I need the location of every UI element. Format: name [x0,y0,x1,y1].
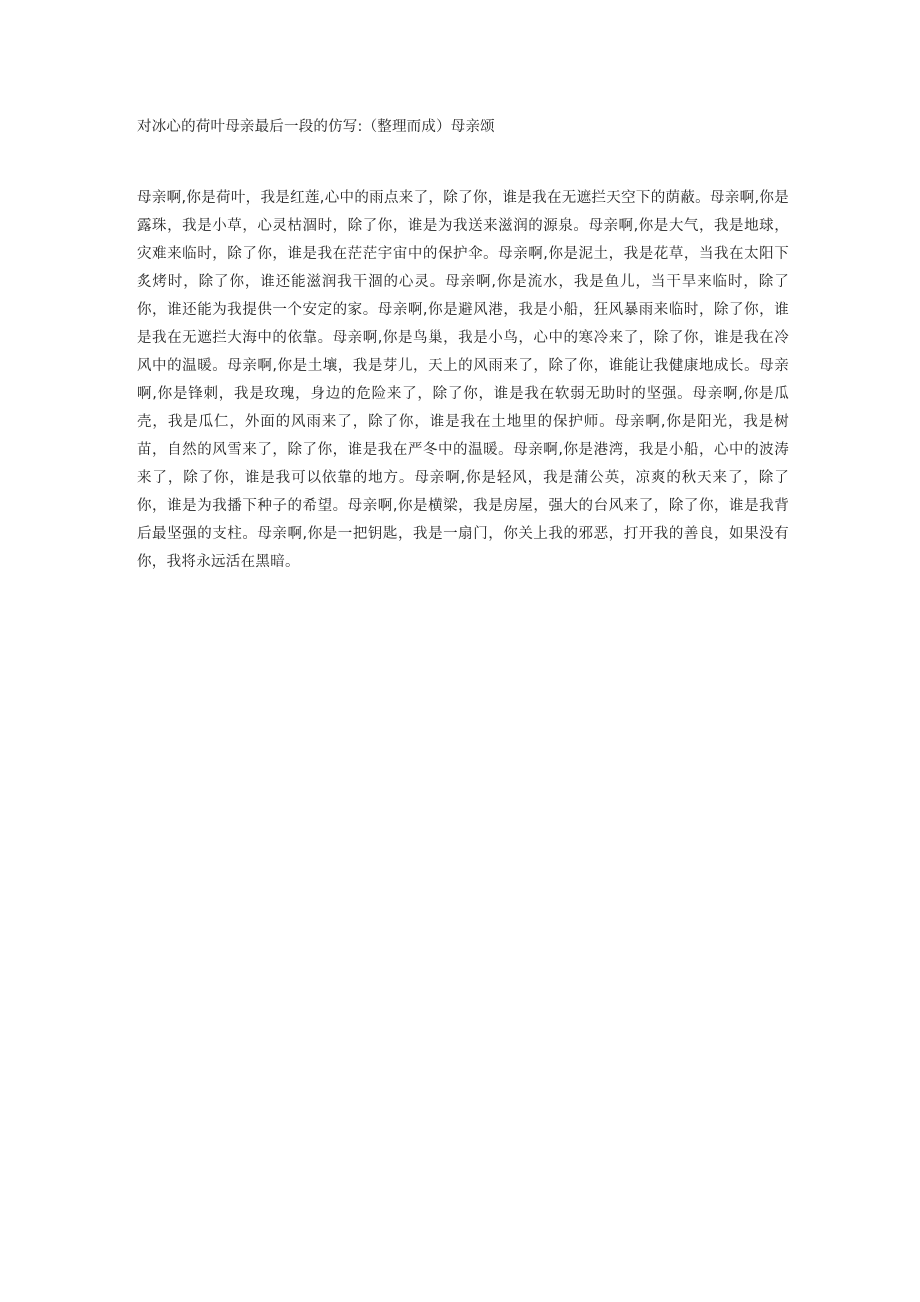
document-body-paragraph: 母亲啊,你是荷叶，我是红莲,心中的雨点来了，除了你，谁是我在无遮拦天空下的荫蔽。母亲啊,你是露珠，我是小草，心灵枯涸时，除了你，谁是为我送来滋润的源泉。母亲啊,你是大气，我是地球，灾难来临时，除了你，谁是我在茫茫宇宙中的保护伞。母亲啊,你是泥土，我是花草，当我在太阳下炙烤时，除了你，谁还能滋润我干涸的心灵。母亲啊,你是流水，我是鱼儿，当干旱来临时，除了你，谁还能为我提供一个安定的家。母亲啊,你是避风港，我是小船，狂风暴雨来临时，除了你，谁是我在无遮拦大海中的依靠。母亲啊,你是鸟巢，我是小鸟，心中的寒冷来了，除了你，谁是我在冷风中的温暖。母亲啊,你是土壤，我是芽儿，天上的风雨来了，除了你，谁能让我健康地成长。母亲啊,你是锋刺，我是玫瑰，身边的危险来了，除了你，谁是我在软弱无助时的坚强。母亲啊,你是瓜壳，我是瓜仁，外面的风雨来了，除了你，谁是我在土地里的保护师。母亲啊,你是阳光，我是树苗，自然的风雪来了，除了你，谁是我在严冬中的温暖。母亲啊,你是港湾，我是小船，心中的波涛来了，除了你，谁是我可以依靠的地方。母亲啊,你是轻风，我是蒲公英，凉爽的秋天来了，除了你，谁是为我播下种子的希望。母亲啊,你是横梁，我是房屋，强大的台风来了，除了你，谁是我背后最坚强的支柱。母亲啊,你是一把钥匙，我是一扇门，你关上我的邪恶，打开我的善良，如果没有你，我将永远活在黑暗。 [137,190,789,570]
document-title: 对冰心的荷叶母亲最后一段的仿写:（整理而成）母亲颂 [137,119,495,135]
